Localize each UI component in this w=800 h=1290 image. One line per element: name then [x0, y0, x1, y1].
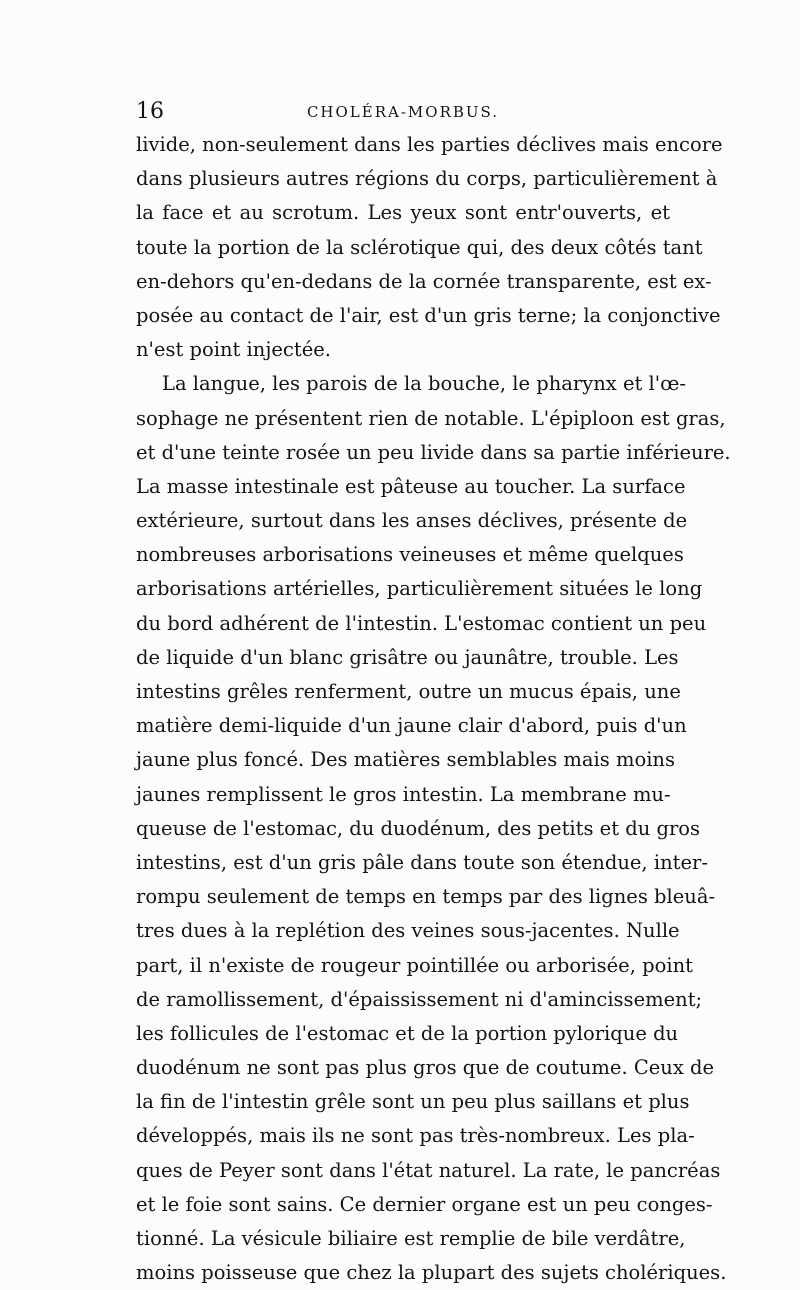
text-line: la face et au scrotum. Les yeux sont entr'ouverts, et	[136, 201, 670, 225]
text-line: dans plusieurs autres régions du corps, particulièrement à	[136, 167, 718, 191]
text-line: intestins grêles renferment, outre un mucus épais, une	[136, 680, 681, 703]
body-text	[136, 128, 731, 1290]
text-line: et d'une teinte rosée un peu livide dans sa partie inférieure.	[136, 440, 731, 464]
text-line: arborisations artérielles, particulièrement situées le long	[136, 577, 703, 601]
text-line: sophage ne présentent rien de notable. L'épiploon est gras,	[136, 406, 726, 430]
text-line: tionné. La vésicule biliaire est remplie de bile verdâtre,	[136, 1227, 686, 1250]
text-line: développés, mais ils ne sont pas très-nombreux. Les pla-	[136, 1124, 695, 1148]
text-line: intestins, est d'un gris pâle dans toute son étendue, inter-	[136, 850, 708, 874]
text-line: de liquide d'un blanc grisâtre ou jaunâtre, trouble. Les	[136, 645, 679, 669]
running-title: CHOLÉRA-MORBUS.	[306, 103, 500, 121]
page-header	[136, 100, 670, 124]
text-line: posée au contact de l'air, est d'un gris terne; la conjonctive	[136, 303, 721, 327]
text-line: moins poisseuse que chez la plupart des sujets cholériques.	[136, 1261, 727, 1285]
text-line: n'est point injectée.	[136, 338, 331, 362]
text-line: jaune plus foncé. Des matières semblables mais moins	[136, 748, 676, 772]
text-line: de ramollissement, d'épaississement ni d'amincissement;	[136, 987, 703, 1011]
text-line: extérieure, surtout dans les anses déclives, présente de	[136, 509, 688, 533]
text-line: matière demi-liquide d'un jaune clair d'abord, puis d'un	[136, 714, 687, 738]
text-line: en-dehors qu'en-dedans de la cornée transparente, est ex-	[136, 269, 712, 293]
text-line: toute la portion de la sclérotique qui, des deux côtés tant	[136, 235, 703, 259]
text-line: rompu seulement de temps en temps par des lignes bleuâ-	[136, 885, 716, 909]
text-line: queuse de l'estomac, du duodénum, des petits et du gros	[136, 816, 701, 840]
text-line: La masse intestinale est pâteuse au toucher. La surface	[136, 474, 686, 498]
page-number: 16	[136, 99, 164, 124]
text-line: duodénum ne sont pas plus gros que de coutume. Ceux de	[136, 1056, 715, 1080]
text-line: jaunes remplissent le gros intestin. La membrane mu-	[136, 782, 671, 806]
text-line: les follicules de l'estomac et de la portion pylorique du	[136, 1021, 679, 1045]
text-line: livide, non-seulement dans les parties déclives mais encore	[136, 133, 723, 156]
text-line: part, il n'existe de rougeur pointillée ou arborisée, point	[136, 953, 693, 977]
text-line: et le foie sont sains. Ce dernier organe est un peu conges-	[136, 1192, 713, 1216]
text-line: La langue, les parois de la bouche, le pharynx et l'œ-	[162, 372, 687, 396]
text-line: ques de Peyer sont dans l'état naturel. La rate, le pancréas	[136, 1158, 721, 1182]
text-line: du bord adhérent de l'intestin. L'estomac contient un peu	[136, 611, 707, 635]
text-line: la fin de l'intestin grêle sont un peu plus saillans et plus	[136, 1090, 690, 1114]
text-line: nombreuses arborisations veineuses et même quelques	[136, 543, 684, 567]
text-line: tres dues à la replétion des veines sous-jacentes. Nulle	[136, 919, 680, 943]
